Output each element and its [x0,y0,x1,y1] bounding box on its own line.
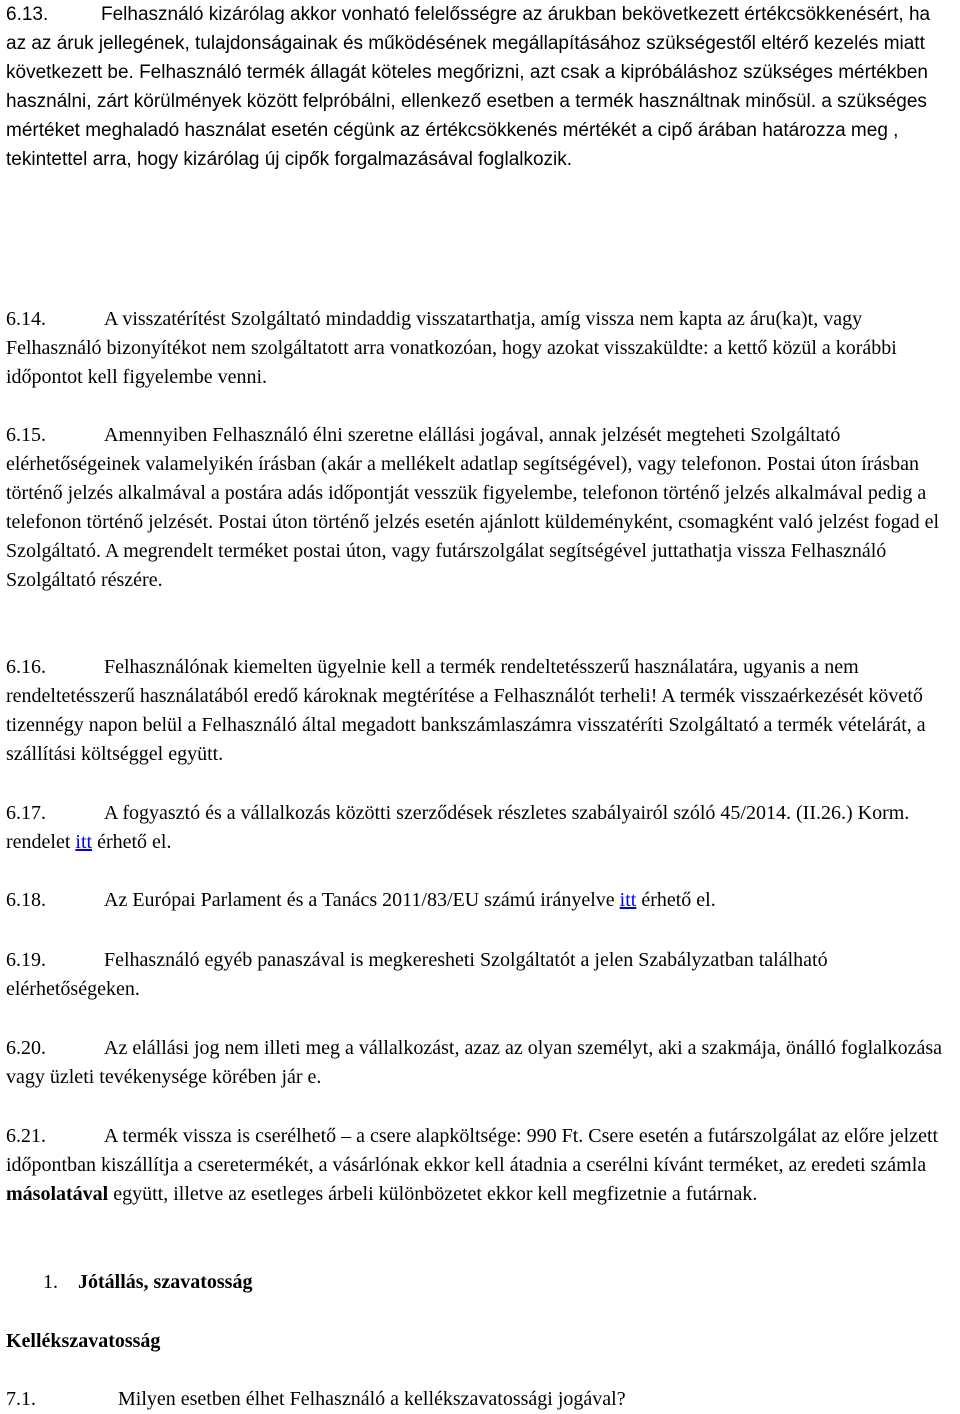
section-text: A termék vissza is cserélhető – a csere alapköltsége: 990 Ft. Csere esetén a futárszolgálat az előre jelzett időpontban kiszállítja a cseretermékét, a vásárlónak ekkor kell átadnia a cserélni kívánt terméket, az eredeti számla [6,1125,939,1176]
bold-term: másolatával [6,1183,109,1205]
section-text: Amennyiben Felhasználó élni szeretne elállási jogával, annak jelzését megteheti Szolgáltató elérhetőségeinek valamelyikén írásban (akár a mellékelt adatlap segítségével), vagy telefonon. Postai úton írásban történő jelzés alkalmával a postára adás időpontját vesszük figyelembe, telefonon történő jelzés alkalmával pedig a telefonon történő jelzését. Postai úton történő jelzés esetén ajánlott küldeményként, csomagként való jelzést fogad el Szolgáltató. A megrendelt terméket postai úton, vagy futárszolgálat segítségével juttathatja vissza Felhasználó Szolgáltató részére. [6,424,940,591]
section-text: Milyen esetben élhet Felhasználó a kellékszavatossági jogával? [118,1388,626,1410]
section-text-end: érhető el. [92,831,172,853]
section-number: 6.15. [6,424,46,446]
section-number: 6.18. [6,889,46,911]
heading-number: 1. [43,1271,58,1293]
section-text: Az Európai Parlament és a Tanács 2011/83/EU számú irányelve [104,889,620,911]
section-6-13 [6,0,951,174]
section-text: A fogyasztó és a vállalkozás közötti szerződések részletes szabályairól szóló 45/2014. (II.26.) Korm. rendelet [6,802,910,853]
section-text: Felhasználó egyéb panaszával is megkeresheti Szolgáltatót a jelen Szabályzatban található elérhetőségeken. [6,949,828,1000]
section-6-19 [6,946,951,1004]
section-number: 6.21. [6,1125,46,1147]
section-6-16 [6,653,951,769]
section-6-17 [6,799,951,857]
section-7-1 [6,1385,951,1414]
section-text-end: együtt, illetve az esetleges árbeli különbözetet ekkor kell megfizetnie a futárnak. [108,1183,758,1205]
section-6-15 [6,421,951,595]
itt-link[interactable]: itt [75,831,93,853]
section-6-20 [6,1034,951,1092]
section-text-end: érhető el. [636,889,716,911]
itt-link[interactable]: itt [619,889,637,911]
section-text: Felhasználó kizárólag akkor vonható felelősségre az árukban bekövetkezett értékcsökkenésért, ha az az áruk jellegének, tulajdonságainak és működésének megállapításához szükségestől eltérő kezelés miatt következett be. Felhasználó termék állagát köteles megőrizni, azt csak a kipróbáláshoz szükséges mértékben használni, zárt körülmények között felpróbálni, ellenkező esetben a termék használtnak minősül. a szükséges mértéket meghaladó használat esetén cégünk az értékcsökkenés mértékét a cipő árában határozza meg , tekintettel arra, hogy kizárólag új cipők forgalmazásával foglalkozik. [6,4,931,170]
heading-jotallas [43,1268,252,1297]
section-number: 6.19. [6,949,46,971]
heading-kellekszavatossag [6,1327,160,1356]
heading-text: Kellékszavatosság [6,1330,161,1352]
heading-text: Jótállás, szavatosság [78,1271,253,1293]
section-text: A visszatérítést Szolgáltató mindaddig visszatarthatja, amíg vissza nem kapta az áru(ka)t, vagy Felhasználó bizonyítékot nem szolgáltatott arra vonatkozóan, hogy azokat visszaküldte: a kettő közül a korábbi időpontot kell figyelembe venni. [6,308,897,388]
section-text: Az elállási jog nem illeti meg a vállalkozást, azaz az olyan személyt, aki a szakmája, önálló foglalkozása vagy üzleti tevékenysége körében jár e. [6,1037,942,1088]
section-number: 7.1. [6,1388,36,1410]
section-number: 6.17. [6,802,46,824]
section-number: 6.16. [6,656,46,678]
section-6-21 [6,1122,951,1209]
section-6-14 [6,305,951,392]
section-6-18 [6,886,951,915]
section-text: Felhasználónak kiemelten ügyelnie kell a termék rendeltetésszerű használatára, ugyanis a nem rendeltetésszerű használatából eredő károknak megtérítése a Felhasználót terheli! A termék visszaérkezését követő tizennégy napon belül a Felhasználó által megadott bankszámlaszámra visszatéríti Szolgáltató a termék vételárát, a szállítási költséggel együtt. [6,656,926,765]
section-number: 6.13. [6,4,49,25]
section-number: 6.20. [6,1037,46,1059]
section-number: 6.14. [6,308,46,330]
